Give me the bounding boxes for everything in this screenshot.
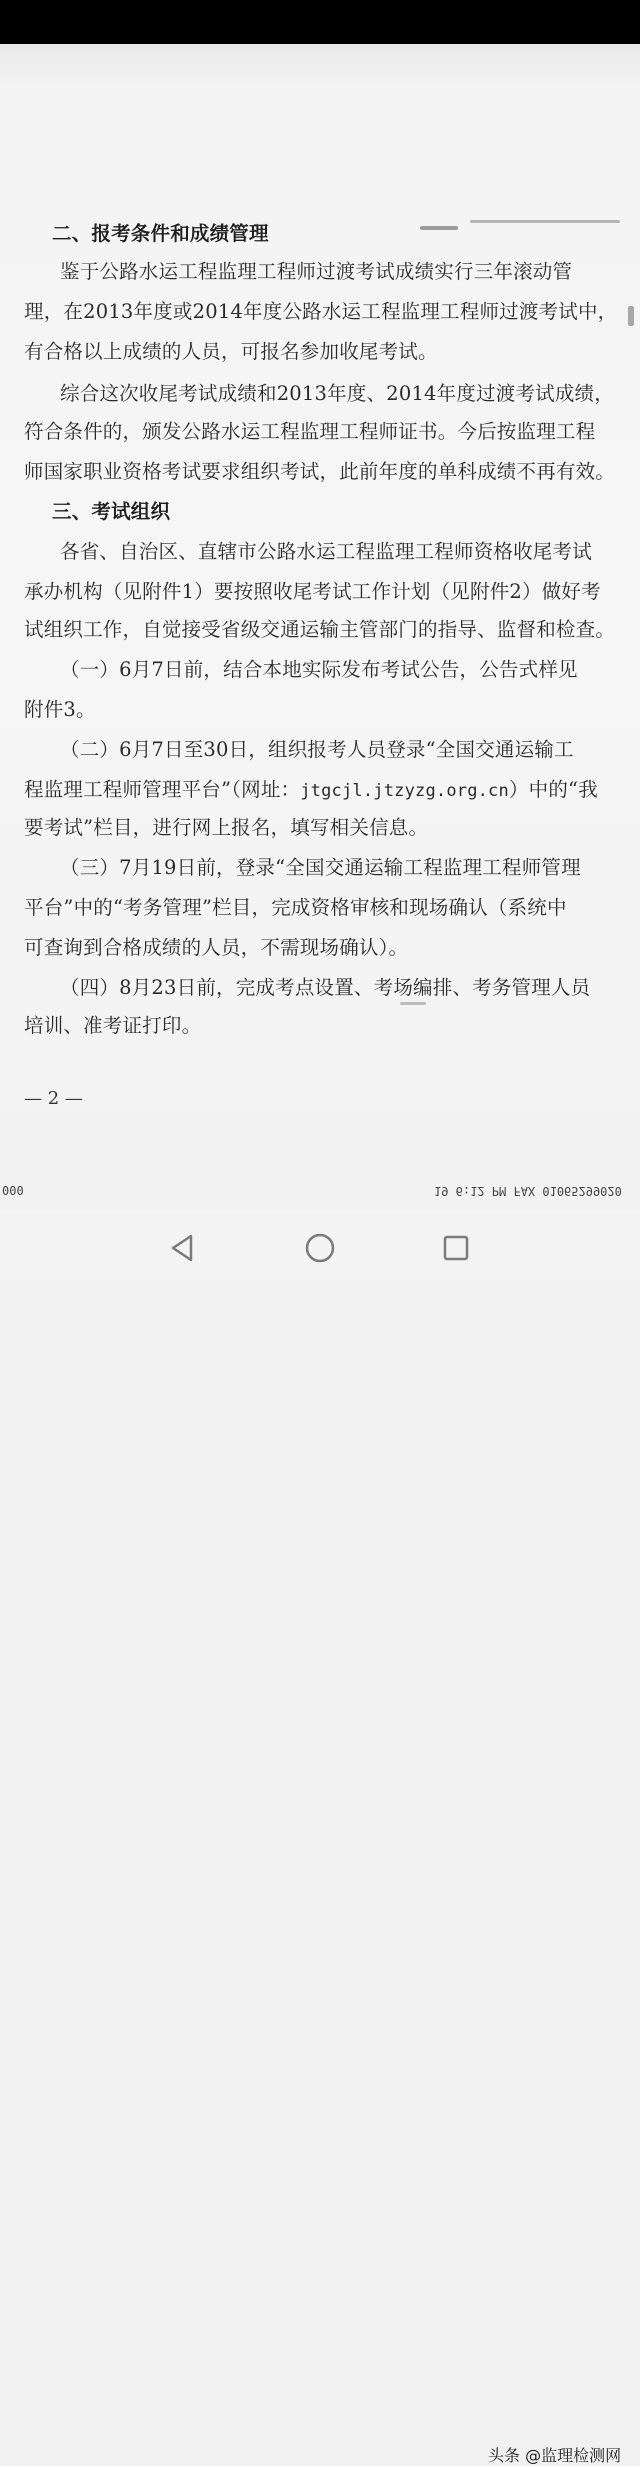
paragraph-line: 可查询到合格成绩的人员，不需现场确认）。 [24, 936, 409, 959]
back-triangle-icon [169, 1233, 195, 1263]
scanned-document [0, 44, 640, 1210]
android-navigation-bar [0, 1210, 640, 2465]
paragraph-line: 要考试”栏目，进行网上报名，填写相关信息。 [24, 816, 429, 839]
section-heading-2: 二、报考条件和成绩管理 [52, 222, 269, 245]
paragraph-line: 符合条件的，颁发公路水运工程监理工程师证书。今后按监理工程 [24, 420, 596, 443]
fax-mirrored-text: 19 6:12 PM FAX 01065299020 [434, 1184, 622, 1198]
back-button[interactable] [162, 1228, 202, 1268]
home-circle-icon [304, 1232, 336, 1264]
paragraph-line: 鉴于公路水运工程监理工程师过渡考试成绩实行三年滚动管 [60, 260, 573, 283]
paragraph-line [24, 778, 598, 803]
paragraph-line: 平台”中的“考务管理”栏目，完成资格审核和现场确认（系统中 [24, 896, 567, 919]
paragraph-text: 程监理工程师管理平台”（网址： [24, 778, 301, 801]
scan-smudge [400, 1002, 426, 1005]
paragraph-line: （三）7月19日前，登录“全国交通运输工程监理工程师管理 [60, 856, 581, 879]
recents-button[interactable] [436, 1228, 476, 1268]
home-button[interactable] [300, 1228, 340, 1268]
paragraph-line: （二）6月7日至30日，组织报考人员登录“全国交通运输工 [60, 738, 574, 761]
scan-smudge [420, 226, 458, 230]
paragraph-line: 师国家职业资格考试要求组织考试，此前年度的单科成绩不再有效。 [24, 460, 616, 483]
fax-header-strip [0, 1180, 640, 1204]
paragraph-line: （一）6月7日前，结合本地实际发布考试公告，公告式样见 [60, 658, 578, 681]
paragraph-line: 各省、自治区、直辖市公路水运工程监理工程师资格收尾考试 [60, 540, 592, 563]
status-bar [0, 0, 640, 44]
page-number: — 2 — [24, 1088, 83, 1109]
recents-square-icon [442, 1234, 470, 1262]
paragraph-line: （四）8月23日前，完成考点设置、考场编排、考务管理人员 [60, 976, 591, 999]
paragraph-line: 理，在2013年度或2014年度公路水运工程监理工程师过渡考试中， [24, 300, 618, 323]
scan-smudge [470, 220, 620, 223]
scan-smudge [628, 306, 634, 326]
paragraph-text: ）中的“我 [508, 778, 598, 801]
paragraph-line: 培训、准考证打印。 [24, 1014, 202, 1037]
paragraph-line: 承办机构（见附件1）要按照收尾考试工作计划（见附件2）做好考 [24, 580, 601, 603]
paragraph-line: 附件3。 [24, 698, 96, 721]
section-heading-3: 三、考试组织 [52, 500, 171, 523]
paragraph-line: 有合格以上成绩的人员，可报名参加收尾考试。 [24, 340, 438, 363]
source-watermark: 头条 @监理检测网 [488, 2446, 622, 2465]
paragraph-line: 综合这次收尾考试成绩和2013年度、2014年度过渡考试成绩， [60, 382, 614, 405]
fax-left-text: 000 [2, 1184, 24, 1198]
paragraph-line: 试组织工作，自觉接受省级交通运输主管部门的指导、监督和检查。 [24, 618, 616, 641]
website-url: jtgcjl.jtzyzg.org.cn [300, 781, 509, 801]
